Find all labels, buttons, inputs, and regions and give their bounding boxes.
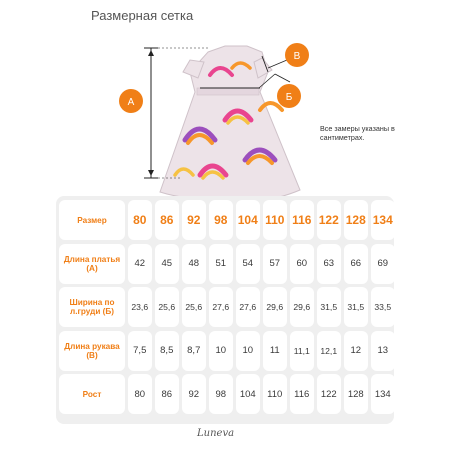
table-cell: 86 (155, 374, 180, 414)
table-cell: 63 (317, 244, 342, 284)
page-title: Размерная сетка (91, 8, 194, 23)
table-cell: 66 (344, 244, 369, 284)
table-cell: 23,6 (128, 287, 153, 327)
size-header-cell: 116 (290, 200, 315, 240)
dress-illustration (0, 0, 450, 205)
table-cell: 98 (209, 374, 234, 414)
marker-b-label: Б (285, 92, 293, 103)
size-header-cell: 92 (182, 200, 207, 240)
table-cell: 13 (371, 331, 396, 371)
marker-v-label: В (293, 51, 301, 62)
row-label-chest-width: Ширина по л.груди (Б) (59, 287, 125, 327)
table-cell: 10 (209, 331, 234, 371)
size-header-cell: 134 (371, 200, 396, 240)
table-cell: 29,6 (290, 287, 315, 327)
table-cell: 51 (209, 244, 234, 284)
table-cell: 42 (128, 244, 153, 284)
table-cell: 69 (371, 244, 396, 284)
marker-a-label: А (127, 97, 135, 108)
table-cell: 134 (371, 374, 396, 414)
table-cell: 60 (290, 244, 315, 284)
table-cell: 11 (263, 331, 288, 371)
row-label-height: Рост (59, 374, 125, 414)
size-table-grid (59, 200, 395, 414)
table-cell: 45 (155, 244, 180, 284)
dress-shape (160, 46, 300, 201)
measurement-note: Все замеры указаны в сантиметрах. (320, 124, 395, 142)
waistband (197, 88, 259, 95)
size-header-cell: 128 (344, 200, 369, 240)
row-label-size: Размер (59, 200, 125, 240)
table-cell: 25,6 (182, 287, 207, 327)
table-cell: 31,5 (344, 287, 369, 327)
table-cell: 27,6 (236, 287, 261, 327)
table-cell: 10 (236, 331, 261, 371)
size-header-cell: 98 (209, 200, 234, 240)
table-cell: 25,6 (155, 287, 180, 327)
table-cell: 104 (236, 374, 261, 414)
table-cell: 57 (263, 244, 288, 284)
table-cell: 92 (182, 374, 207, 414)
row-label-dress-length: Длина платья (А) (59, 244, 125, 284)
table-cell: 122 (317, 374, 342, 414)
table-cell: 8,7 (182, 331, 207, 371)
table-cell: 8,5 (155, 331, 180, 371)
size-header-cell: 110 (263, 200, 288, 240)
row-label-sleeve-length: Длина рукава (В) (59, 331, 125, 371)
table-cell: 80 (128, 374, 153, 414)
table-cell: 12,1 (317, 331, 342, 371)
size-table (56, 196, 394, 424)
size-header-cell: 86 (155, 200, 180, 240)
size-header-cell: 104 (236, 200, 261, 240)
table-cell: 7,5 (128, 331, 153, 371)
table-cell: 27,6 (209, 287, 234, 327)
table-cell: 33,5 (371, 287, 396, 327)
table-cell: 116 (290, 374, 315, 414)
table-cell: 128 (344, 374, 369, 414)
table-cell: 11,1 (290, 331, 315, 371)
size-header-cell: 80 (128, 200, 153, 240)
table-cell: 12 (344, 331, 369, 371)
table-cell: 48 (182, 244, 207, 284)
table-cell: 31,5 (317, 287, 342, 327)
table-cell: 110 (263, 374, 288, 414)
table-cell: 29,6 (263, 287, 288, 327)
brand-logo: Luneva (197, 428, 235, 439)
table-cell: 54 (236, 244, 261, 284)
size-header-cell: 122 (317, 200, 342, 240)
